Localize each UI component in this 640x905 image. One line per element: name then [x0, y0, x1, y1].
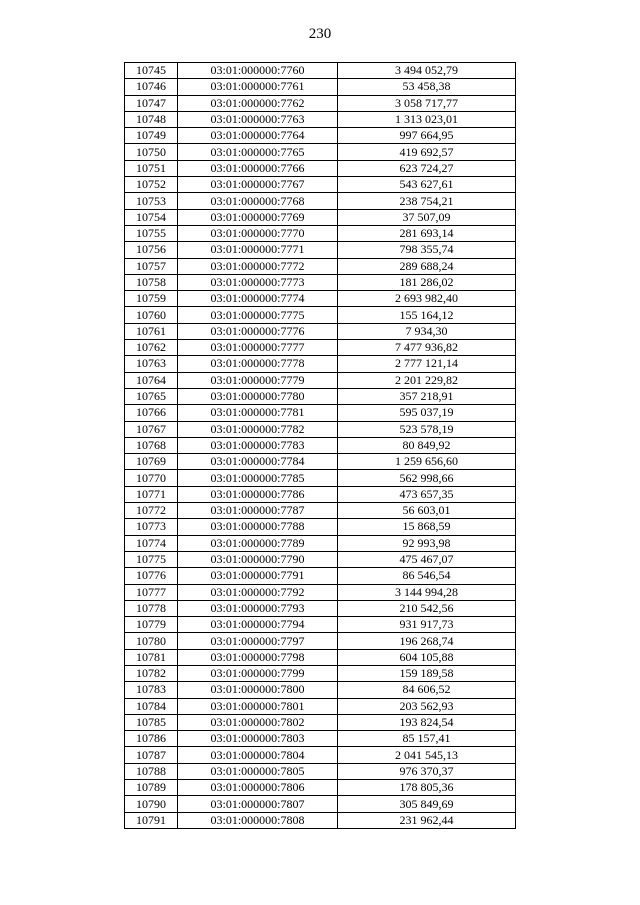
table-row: [125, 291, 516, 307]
row-number-cell: 10762: [125, 340, 178, 356]
table-row: [125, 405, 516, 421]
cadastral-number-cell: 03:01:000000:7768: [178, 193, 338, 209]
table-row: [125, 454, 516, 470]
table-row: [125, 421, 516, 437]
table-row: [125, 763, 516, 779]
cadastral-value-cell: 85 157,41: [338, 731, 516, 747]
row-number-cell: 10785: [125, 714, 178, 730]
table-row: [125, 437, 516, 453]
cadastral-number-cell: 03:01:000000:7786: [178, 486, 338, 502]
cadastral-value-cell: 475 467,07: [338, 551, 516, 567]
cadastral-value-cell: 357 218,91: [338, 388, 516, 404]
table-row: [125, 682, 516, 698]
cadastral-value-cell: 203 562,93: [338, 698, 516, 714]
cadastral-number-cell: 03:01:000000:7760: [178, 63, 338, 79]
row-number-cell: 10767: [125, 421, 178, 437]
table-row: [125, 731, 516, 747]
cadastral-number-cell: 03:01:000000:7802: [178, 714, 338, 730]
cadastral-value-cell: 1 313 023,01: [338, 111, 516, 127]
table-row: [125, 225, 516, 241]
cadastral-value-cell: 798 355,74: [338, 242, 516, 258]
table-row: [125, 747, 516, 763]
table-row: [125, 340, 516, 356]
cadastral-value-cell: 623 724,27: [338, 160, 516, 176]
table-row: [125, 372, 516, 388]
table-row: [125, 796, 516, 812]
row-number-cell: 10765: [125, 388, 178, 404]
table-row: [125, 714, 516, 730]
cadastral-number-cell: 03:01:000000:7787: [178, 503, 338, 519]
cadastral-number-cell: 03:01:000000:7797: [178, 633, 338, 649]
cadastral-number-cell: 03:01:000000:7762: [178, 95, 338, 111]
table-row: [125, 780, 516, 796]
row-number-cell: 10780: [125, 633, 178, 649]
row-number-cell: 10786: [125, 731, 178, 747]
table-row: [125, 307, 516, 323]
cadastral-value-cell: 2 777 121,14: [338, 356, 516, 372]
cadastral-value-cell: 181 286,02: [338, 274, 516, 290]
table-row: [125, 63, 516, 79]
cadastral-number-cell: 03:01:000000:7774: [178, 291, 338, 307]
row-number-cell: 10747: [125, 95, 178, 111]
cadastral-number-cell: 03:01:000000:7794: [178, 617, 338, 633]
row-number-cell: 10770: [125, 470, 178, 486]
cadastral-number-cell: 03:01:000000:7790: [178, 551, 338, 567]
row-number-cell: 10748: [125, 111, 178, 127]
table-row: [125, 600, 516, 616]
table-row: [125, 584, 516, 600]
cadastral-number-cell: 03:01:000000:7808: [178, 812, 338, 828]
table-row: [125, 111, 516, 127]
cadastral-value-cell: 2 041 545,13: [338, 747, 516, 763]
table-row: [125, 665, 516, 681]
cadastral-number-cell: 03:01:000000:7763: [178, 111, 338, 127]
cadastral-value-cell: 562 998,66: [338, 470, 516, 486]
cadastral-value-cell: 7 934,30: [338, 323, 516, 339]
row-number-cell: 10754: [125, 209, 178, 225]
cadastral-value-cell: 56 603,01: [338, 503, 516, 519]
table-row: [125, 486, 516, 502]
cadastral-number-cell: 03:01:000000:7801: [178, 698, 338, 714]
row-number-cell: 10784: [125, 698, 178, 714]
cadastral-value-cell: 178 805,36: [338, 780, 516, 796]
cadastral-number-cell: 03:01:000000:7775: [178, 307, 338, 323]
cadastral-value-cell: 86 546,54: [338, 568, 516, 584]
row-number-cell: 10753: [125, 193, 178, 209]
cadastral-number-cell: 03:01:000000:7785: [178, 470, 338, 486]
cadastral-value-cell: 281 693,14: [338, 225, 516, 241]
cadastral-value-cell: 231 962,44: [338, 812, 516, 828]
row-number-cell: 10761: [125, 323, 178, 339]
cadastral-number-cell: 03:01:000000:7783: [178, 437, 338, 453]
row-number-cell: 10783: [125, 682, 178, 698]
table-row: [125, 128, 516, 144]
table-row: [125, 617, 516, 633]
cadastral-number-cell: 03:01:000000:7788: [178, 519, 338, 535]
row-number-cell: 10781: [125, 649, 178, 665]
cadastral-number-cell: 03:01:000000:7761: [178, 79, 338, 95]
row-number-cell: 10758: [125, 274, 178, 290]
cadastral-value-cell: 155 164,12: [338, 307, 516, 323]
cadastral-number-cell: 03:01:000000:7799: [178, 665, 338, 681]
table-row: [125, 258, 516, 274]
cadastral-value-table: [124, 62, 516, 829]
cadastral-number-cell: 03:01:000000:7781: [178, 405, 338, 421]
cadastral-value-cell: 210 542,56: [338, 600, 516, 616]
row-number-cell: 10782: [125, 665, 178, 681]
cadastral-number-cell: 03:01:000000:7769: [178, 209, 338, 225]
cadastral-value-cell: 931 917,73: [338, 617, 516, 633]
cadastral-value-cell: 159 189,58: [338, 665, 516, 681]
table-row: [125, 388, 516, 404]
cadastral-value-cell: 193 824,54: [338, 714, 516, 730]
cadastral-number-cell: 03:01:000000:7779: [178, 372, 338, 388]
cadastral-value-cell: 2 693 982,40: [338, 291, 516, 307]
row-number-cell: 10776: [125, 568, 178, 584]
cadastral-value-cell: 53 458,38: [338, 79, 516, 95]
table-row: [125, 633, 516, 649]
table-row: [125, 193, 516, 209]
row-number-cell: 10772: [125, 503, 178, 519]
row-number-cell: 10759: [125, 291, 178, 307]
row-number-cell: 10788: [125, 763, 178, 779]
cadastral-number-cell: 03:01:000000:7782: [178, 421, 338, 437]
table-row: [125, 470, 516, 486]
row-number-cell: 10791: [125, 812, 178, 828]
row-number-cell: 10769: [125, 454, 178, 470]
cadastral-value-cell: 2 201 229,82: [338, 372, 516, 388]
cadastral-number-cell: 03:01:000000:7764: [178, 128, 338, 144]
row-number-cell: 10763: [125, 356, 178, 372]
cadastral-number-cell: 03:01:000000:7780: [178, 388, 338, 404]
cadastral-number-cell: 03:01:000000:7804: [178, 747, 338, 763]
cadastral-number-cell: 03:01:000000:7800: [178, 682, 338, 698]
cadastral-value-cell: 523 578,19: [338, 421, 516, 437]
cadastral-value-cell: 3 494 052,79: [338, 63, 516, 79]
table-row: [125, 519, 516, 535]
cadastral-number-cell: 03:01:000000:7789: [178, 535, 338, 551]
row-number-cell: 10764: [125, 372, 178, 388]
cadastral-number-cell: 03:01:000000:7773: [178, 274, 338, 290]
cadastral-value-cell: 37 507,09: [338, 209, 516, 225]
row-number-cell: 10755: [125, 225, 178, 241]
cadastral-value-cell: 238 754,21: [338, 193, 516, 209]
table-row: [125, 568, 516, 584]
table-row: [125, 95, 516, 111]
row-number-cell: 10751: [125, 160, 178, 176]
cadastral-number-cell: 03:01:000000:7770: [178, 225, 338, 241]
cadastral-value-cell: 84 606,52: [338, 682, 516, 698]
cadastral-number-cell: 03:01:000000:7791: [178, 568, 338, 584]
table-row: [125, 551, 516, 567]
row-number-cell: 10771: [125, 486, 178, 502]
cadastral-value-cell: 604 105,88: [338, 649, 516, 665]
table-row: [125, 144, 516, 160]
cadastral-value-cell: 1 259 656,60: [338, 454, 516, 470]
cadastral-value-cell: 3 058 717,77: [338, 95, 516, 111]
cadastral-number-cell: 03:01:000000:7805: [178, 763, 338, 779]
row-number-cell: 10752: [125, 177, 178, 193]
row-number-cell: 10766: [125, 405, 178, 421]
cadastral-value-cell: 80 849,92: [338, 437, 516, 453]
row-number-cell: 10750: [125, 144, 178, 160]
table-row: [125, 356, 516, 372]
cadastral-number-cell: 03:01:000000:7807: [178, 796, 338, 812]
table-row: [125, 535, 516, 551]
cadastral-value-cell: 3 144 994,28: [338, 584, 516, 600]
row-number-cell: 10745: [125, 63, 178, 79]
page-number: 230: [308, 26, 332, 42]
cadastral-number-cell: 03:01:000000:7778: [178, 356, 338, 372]
cadastral-value-cell: 595 037,19: [338, 405, 516, 421]
cadastral-number-cell: 03:01:000000:7803: [178, 731, 338, 747]
cadastral-number-cell: 03:01:000000:7776: [178, 323, 338, 339]
row-number-cell: 10760: [125, 307, 178, 323]
cadastral-value-cell: 997 664,95: [338, 128, 516, 144]
row-number-cell: 10768: [125, 437, 178, 453]
cadastral-number-cell: 03:01:000000:7765: [178, 144, 338, 160]
table-body: [125, 63, 516, 829]
cadastral-number-cell: 03:01:000000:7777: [178, 340, 338, 356]
cadastral-value-cell: 289 688,24: [338, 258, 516, 274]
cadastral-number-cell: 03:01:000000:7767: [178, 177, 338, 193]
table-row: [125, 160, 516, 176]
cadastral-value-cell: 7 477 936,82: [338, 340, 516, 356]
cadastral-value-cell: 419 692,57: [338, 144, 516, 160]
row-number-cell: 10779: [125, 617, 178, 633]
row-number-cell: 10790: [125, 796, 178, 812]
row-number-cell: 10774: [125, 535, 178, 551]
cadastral-value-cell: 196 268,74: [338, 633, 516, 649]
row-number-cell: 10775: [125, 551, 178, 567]
cadastral-value-cell: 15 868,59: [338, 519, 516, 535]
row-number-cell: 10756: [125, 242, 178, 258]
table-row: [125, 177, 516, 193]
table-row: [125, 649, 516, 665]
cadastral-value-cell: 305 849,69: [338, 796, 516, 812]
table-row: [125, 503, 516, 519]
row-number-cell: 10787: [125, 747, 178, 763]
cadastral-number-cell: 03:01:000000:7784: [178, 454, 338, 470]
cadastral-number-cell: 03:01:000000:7793: [178, 600, 338, 616]
cadastral-value-cell: 92 993,98: [338, 535, 516, 551]
cadastral-number-cell: 03:01:000000:7766: [178, 160, 338, 176]
row-number-cell: 10773: [125, 519, 178, 535]
row-number-cell: 10746: [125, 79, 178, 95]
table-row: [125, 698, 516, 714]
table-row: [125, 209, 516, 225]
row-number-cell: 10789: [125, 780, 178, 796]
row-number-cell: 10749: [125, 128, 178, 144]
cadastral-value-cell: 473 657,35: [338, 486, 516, 502]
cadastral-value-cell: 543 627,61: [338, 177, 516, 193]
cadastral-number-cell: 03:01:000000:7771: [178, 242, 338, 258]
cadastral-value-cell: 976 370,37: [338, 763, 516, 779]
table-row: [125, 812, 516, 828]
table-row: [125, 242, 516, 258]
cadastral-number-cell: 03:01:000000:7806: [178, 780, 338, 796]
cadastral-number-cell: 03:01:000000:7772: [178, 258, 338, 274]
row-number-cell: 10757: [125, 258, 178, 274]
cadastral-number-cell: 03:01:000000:7798: [178, 649, 338, 665]
cadastral-number-cell: 03:01:000000:7792: [178, 584, 338, 600]
table-row: [125, 323, 516, 339]
table-row: [125, 274, 516, 290]
row-number-cell: 10778: [125, 600, 178, 616]
table-row: [125, 79, 516, 95]
row-number-cell: 10777: [125, 584, 178, 600]
